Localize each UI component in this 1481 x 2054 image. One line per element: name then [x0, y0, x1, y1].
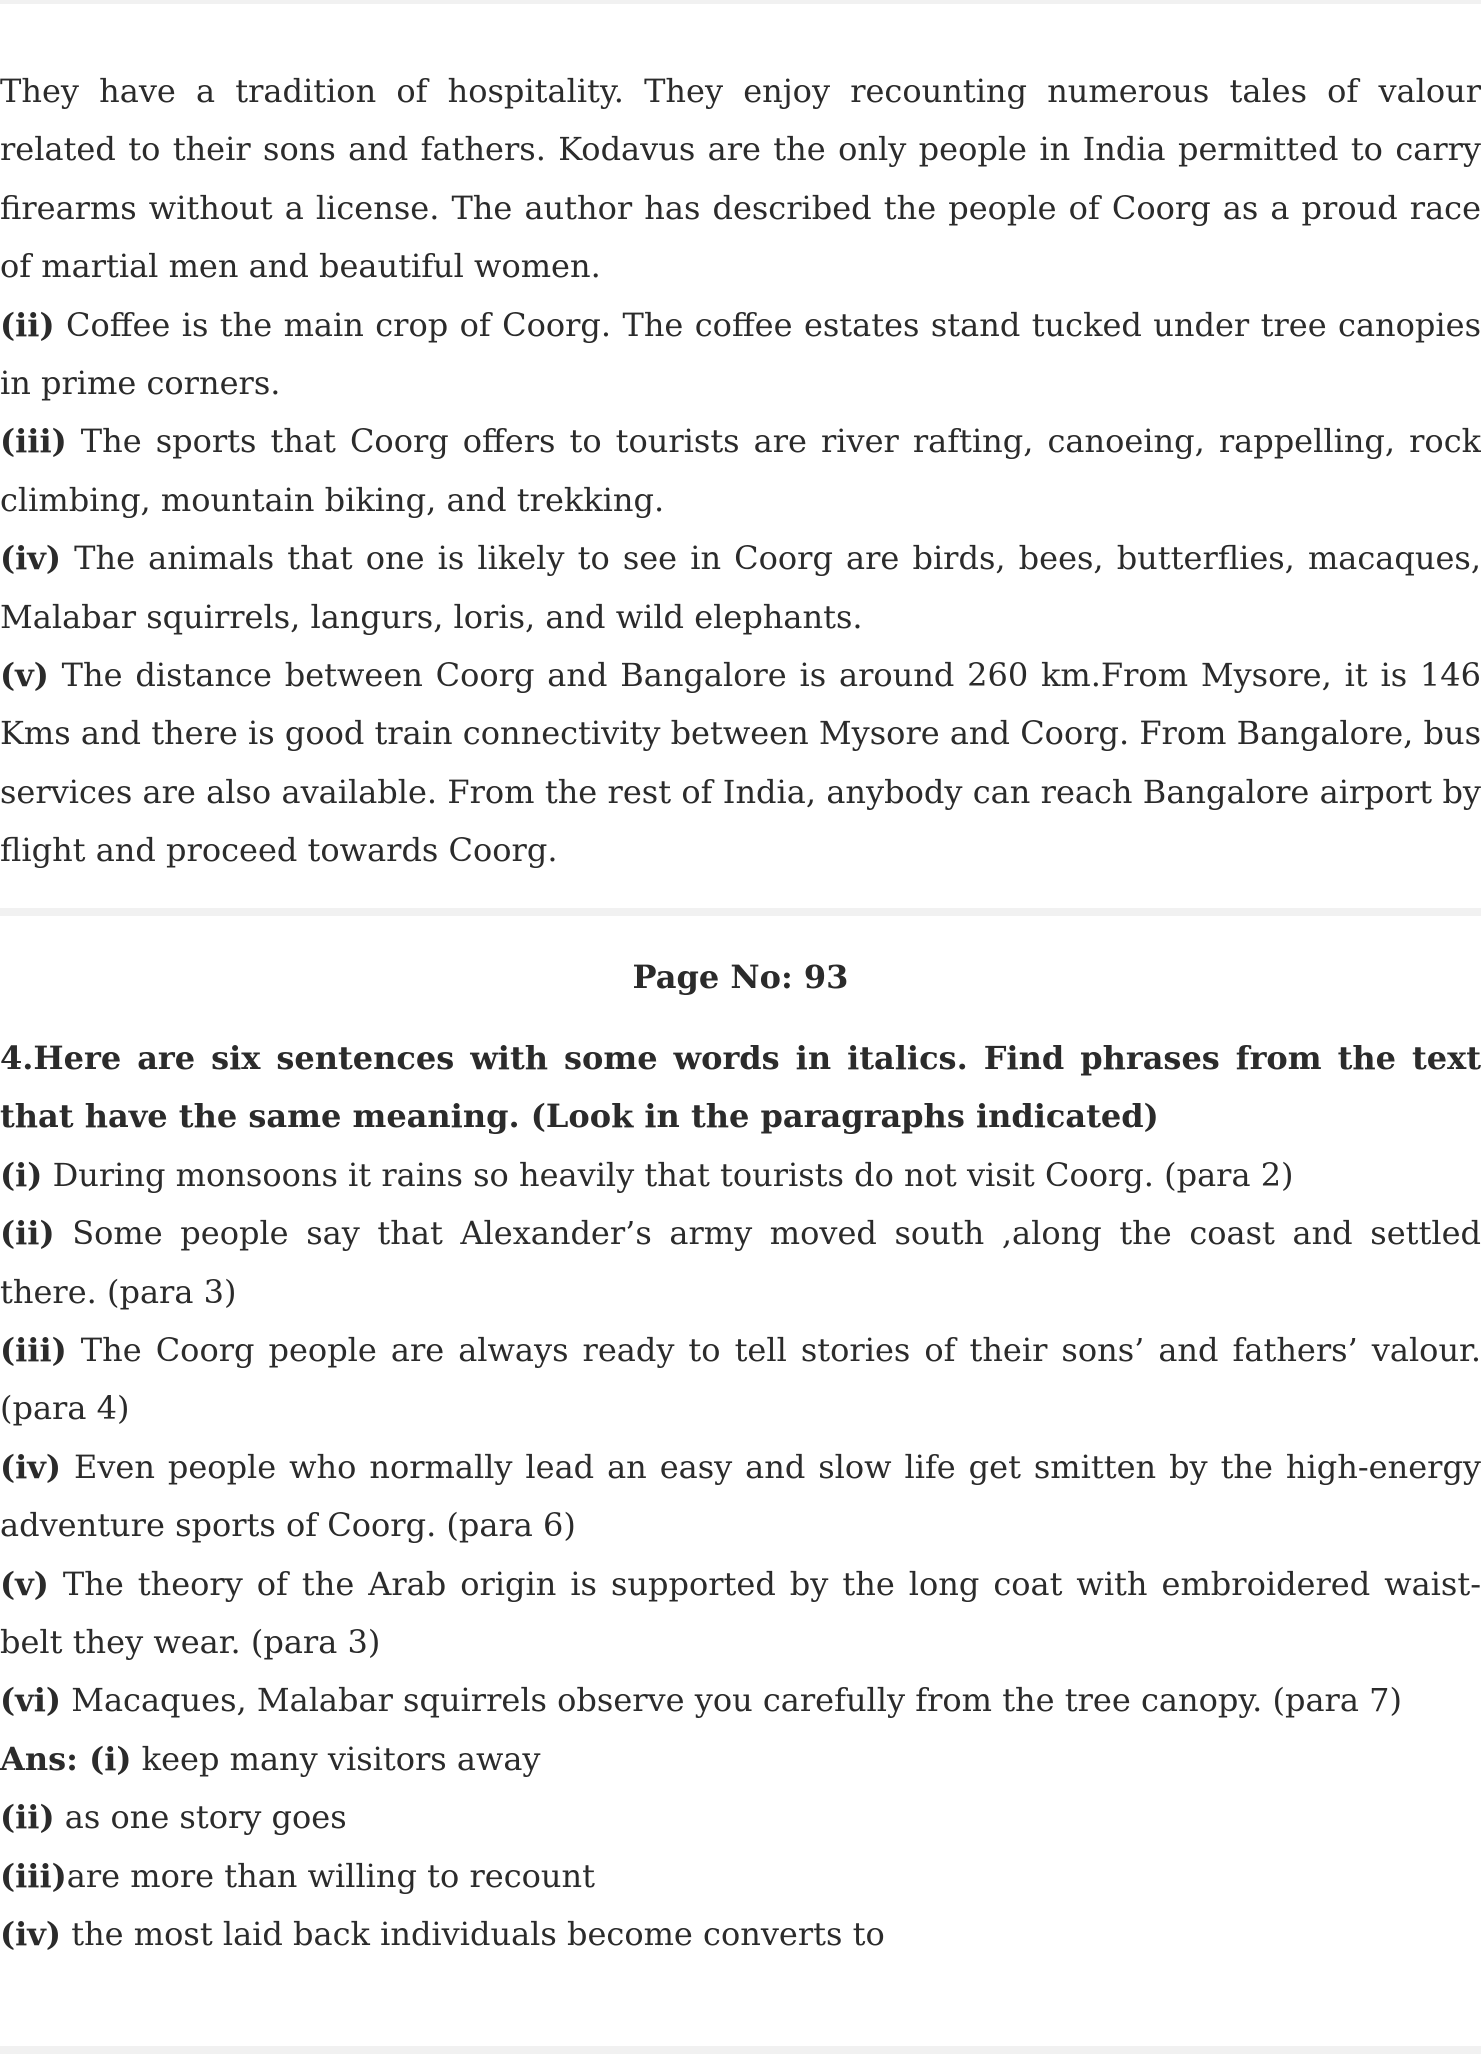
sentence-text: Macaques, Malabar squirrels observe you carefully from the tree canopy. (para 7) — [61, 1681, 1402, 1720]
bottom-divider — [0, 2046, 1481, 2054]
sentence-label: (v) — [0, 1564, 49, 1603]
sentence-item — [0, 1555, 1481, 1672]
answer-item — [0, 1788, 1481, 1846]
answer-label: (iii) — [0, 422, 67, 461]
sentence-text: Some people say that Alexander’s army moved south ,along the coast and settled there. (para 3) — [0, 1214, 1481, 1311]
intro-paragraph: They have a tradition of hospitality. They enjoy recounting numerous tales of valour related to their sons and fathers. Kodavus are the only people in India permitted to carry firearms without a license. The author has described the people of Coorg as a proud race of martial men and beautiful women. — [0, 72, 1481, 286]
question-block-4 — [0, 1029, 1481, 1964]
answer-label: Ans: (i) — [0, 1739, 132, 1778]
sentence-text: During monsoons it rains so heavily that tourists do not visit Coorg. (para 2) — [42, 1155, 1294, 1194]
section-divider — [0, 908, 1481, 916]
sentence-label: (ii) — [0, 1214, 55, 1253]
sentence-label: (vi) — [0, 1681, 62, 1720]
answer-block-1 — [0, 62, 1481, 880]
sentence-item — [0, 1438, 1481, 1555]
sentence-label: (i) — [0, 1155, 43, 1194]
sentence-item — [0, 1321, 1481, 1438]
answer-text: The distance between Coorg and Bangalore is around 260 km.From Mysore, it is 146 Kms and there is good train connectivity between Mysore and Coorg. From Bangalore, bus services are also available. From the rest of India, anybody can reach Bangalore airport by flight and proceed towards Coorg. — [0, 656, 1481, 870]
sentence-label: (iii) — [0, 1331, 67, 1370]
answer-label: (iv) — [0, 1915, 62, 1954]
question-heading: 4.Here are six sentences with some words in italics. Find phrases from the text that have the same meaning. (Look in the paragraphs indicated) — [0, 1039, 1481, 1136]
answer-text: as one story goes — [54, 1798, 347, 1837]
answer-text: Coffee is the main crop of Coorg. The coffee estates stand tucked under tree canopies in prime corners. — [0, 305, 1481, 403]
answer-label: (ii) — [0, 305, 55, 344]
sentence-label: (iv) — [0, 1447, 62, 1486]
sentence-text: The Coorg people are always ready to tell stories of their sons’ and fathers’ valour. (para 4) — [0, 1331, 1481, 1428]
answer-text: the most laid back individuals become converts to — [61, 1915, 885, 1954]
page-number: Page No: 93 — [632, 958, 849, 996]
top-divider — [0, 0, 1481, 4]
sentence-item — [0, 1204, 1481, 1321]
answer-item — [0, 296, 1481, 413]
answer-item — [0, 646, 1481, 880]
sentence-text: The theory of the Arab origin is supported by the long coat with embroidered waist-belt they wear. (para 3) — [0, 1564, 1481, 1662]
answer-item — [0, 1730, 1481, 1788]
answer-label: (v) — [0, 656, 49, 695]
sentence-item — [0, 1146, 1481, 1204]
answer-item — [0, 1905, 1481, 1963]
answer-item — [0, 529, 1481, 646]
answer-label: (iii) — [0, 1856, 67, 1895]
sentence-item — [0, 1671, 1481, 1729]
sentence-text: Even people who normally lead an easy and slow life get smitten by the high-energy adventure sports of Coorg. (para 6) — [0, 1447, 1481, 1545]
answer-text: are more than willing to recount — [66, 1856, 595, 1895]
answer-text: The animals that one is likely to see in Coorg are birds, bees, butterflies, macaques, Malabar squirrels, langurs, loris, and wild elephants. — [0, 539, 1481, 636]
answer-text: The sports that Coorg offers to tourists are river rafting, canoeing, rappelling, rock climbing, mountain biking, and trekking. — [0, 422, 1481, 519]
answer-text: keep many visitors away — [131, 1739, 541, 1778]
answer-item — [0, 412, 1481, 529]
answer-label: (iv) — [0, 539, 62, 578]
answer-label: (ii) — [0, 1798, 55, 1837]
answer-item — [0, 1847, 1481, 1905]
